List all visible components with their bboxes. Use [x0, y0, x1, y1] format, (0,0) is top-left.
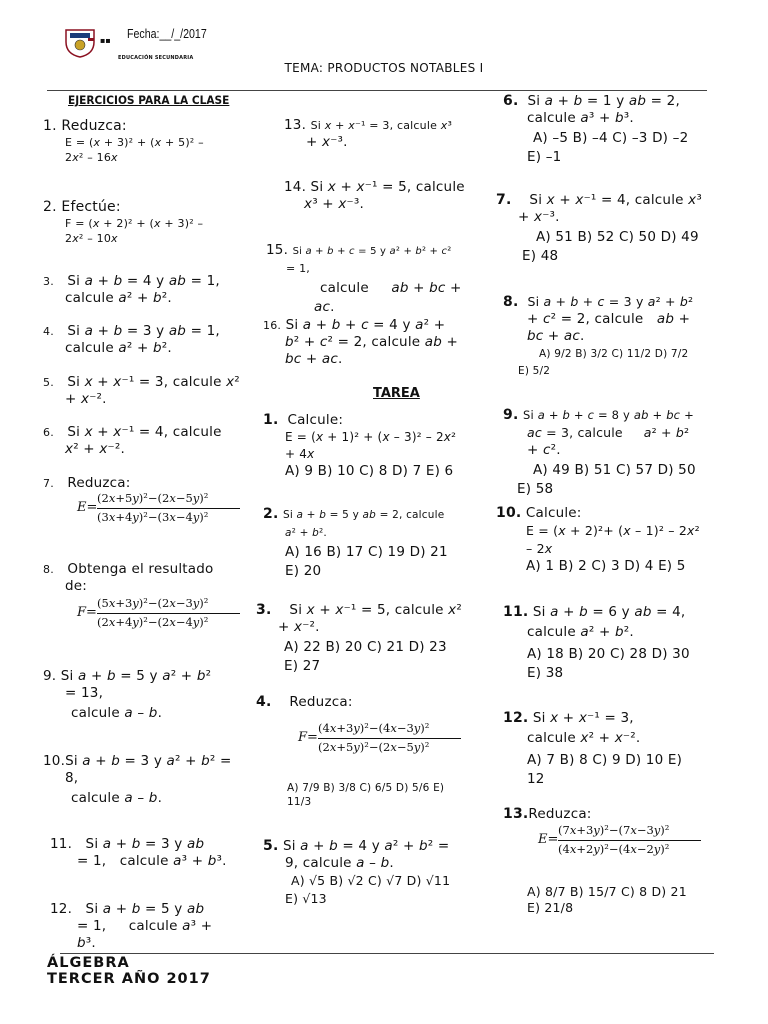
tarea-6: 6. Si a + b = 1 y ab = 2, calcule a³ + b³. A) –5 B) –4 C) –3 D) –2 E) –1: [503, 93, 689, 165]
tarea-3: 3. Si x + x⁻¹ = 5, calcule x² + x⁻². A) 22 B) 20 C) 21 D) 23 E) 27: [256, 602, 462, 674]
exercise-14: 14. Si x + x⁻¹ = 5, calcule x³ + x⁻³.: [284, 179, 465, 212]
footer-divider: [60, 953, 714, 954]
footer-subject: ÁLGEBRA: [47, 955, 130, 971]
exercise-16: 16. Si a + b + c = 4 y a² + b² + c² = 2, calcule ab + bc + ac.: [263, 317, 459, 367]
tarea-9: 9. Si a + b + c = 8 y ab + bc + ac = 3, calcule a² + b² + c². A) 49 B) 51 C) 57 D) 50 E) 58: [503, 407, 696, 497]
exercise-11: 11. Si a + b = 3 y ab = 1, calcule a³ + b³.: [50, 836, 227, 869]
tarea-4-options: A) 7/9 B) 3/8 C) 6/5 D) 5/6 E) 11/3: [287, 782, 445, 808]
exercise-2: 2. Efectúe: F = (x + 2)² + (x + 3)² – 2x² – 10x: [43, 199, 204, 245]
header-divider: [47, 90, 707, 91]
exercise-7: 7. Reduzca:: [43, 475, 131, 491]
tarea-1: 1. Calcule: E = (x + 1)² + (x – 3)² – 2x² + 4x A) 9 B) 10 C) 8 D) 7 E) 6: [263, 412, 457, 479]
footer: [47, 955, 211, 987]
exercise-12: 12. Si a + b = 5 y ab = 1, calcule a³ + b³.: [50, 901, 213, 951]
exercise-6: 6. Si x + x⁻¹ = 4, calcule x² + x⁻².: [43, 424, 222, 457]
tarea-2: 2. Si a + b = 5 y ab = 2, calcule a² + b². A) 16 B) 17 C) 19 D) 21 E) 20: [263, 506, 448, 579]
topic-title: TEMA: PRODUCTOS NOTABLES I: [284, 61, 484, 75]
tarea-4: 4. Reduzca:: [256, 694, 353, 710]
tarea-12: 12. Si x + x⁻¹ = 3, calcule x² + x⁻². A) 7 B) 8 C) 9 D) 10 E) 12: [503, 710, 683, 787]
exercise-10: 10.Si a + b = 3 y a² + b² = 8, calcule a – b.: [43, 753, 232, 806]
tarea-10: 10. Calcule: E = (x + 2)²+ (x – 1)² – 2x² – 2x A) 1 B) 2 C) 3 D) 4 E) 5: [496, 505, 700, 574]
footer-year: TERCER AÑO 2017: [47, 971, 211, 987]
date-field: Fecha:__/_/2017: [127, 27, 207, 41]
school-logo: [62, 26, 98, 58]
tarea-13: 13.Reduzca:: [503, 806, 592, 822]
exercise-15: 15. Si a + b + c = 5 y a² + b² + c² = 1, calcule ab + bc + ac.: [266, 242, 462, 315]
tarea-11: 11. Si a + b = 6 y ab = 4, calcule a² + b². A) 18 B) 20 C) 28 D) 30 E) 38: [503, 604, 690, 681]
tarea-7: 7. Si x + x⁻¹ = 4, calcule x³ + x⁻³. A) 51 B) 52 C) 50 D) 49 E) 48: [496, 192, 702, 264]
tarea-5: 5. Si a + b = 4 y a² + b² = 9, calcule a – b. A) √5 B) √2 C) √7 D) √11 E) √13: [263, 838, 451, 906]
tarea-title: TAREA: [373, 386, 420, 401]
exercise-5: 5. Si x + x⁻¹ = 3, calcule x² + x⁻².: [43, 374, 240, 407]
logo-text: EDUCACIÓN SECUNDARIA: [118, 55, 194, 61]
exercise-1: 1. Reduzca: E = (x + 3)² + (x + 5)² – 2x² – 16x: [43, 118, 204, 164]
exercise-4: 4. Si a + b = 3 y ab = 1, calcule a² + b².: [43, 323, 220, 356]
tarea-13-options: A) 8/7 B) 15/7 C) 8 D) 21 E) 21/8: [527, 884, 687, 915]
exercise-8: 8. Obtenga el resultado de:: [43, 561, 214, 594]
exercise-3: 3. Si a + b = 4 y ab = 1, calcule a² + b².: [43, 273, 220, 306]
exercise-13: 13. Si x + x⁻¹ = 3, calcule x³ + x⁻³.: [284, 117, 453, 150]
tarea-8: 8. Si a + b + c = 3 y a² + b² + c² = 2, calcule ab + bc + ac. A) 9/2 B) 3/2 C) 11/2 D) 7/2 E) 5/2: [503, 294, 694, 377]
exercise-9: 9. Si a + b = 5 y a² + b² = 13, calcule a – b.: [43, 668, 212, 721]
logo-mark-icon: ▪▪: [100, 36, 111, 45]
section-title: EJERCICIOS PARA LA CLASE: [68, 93, 230, 107]
